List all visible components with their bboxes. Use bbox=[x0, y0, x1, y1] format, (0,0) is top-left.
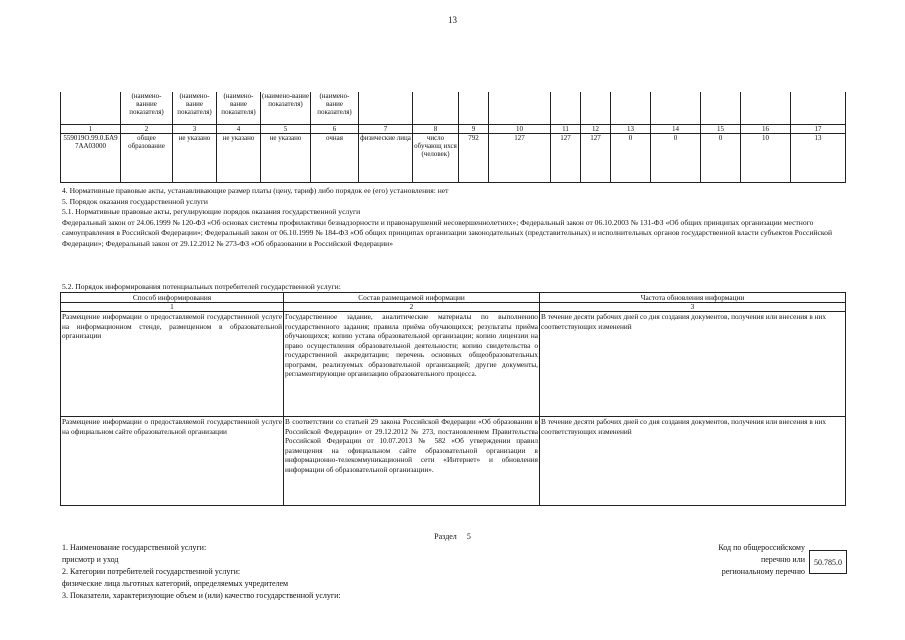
table-cell bbox=[413, 92, 459, 125]
column-number: 14 bbox=[651, 125, 701, 134]
column-number: 16 bbox=[741, 125, 791, 134]
paragraph-5: 5. Порядок оказания государственной услуги bbox=[62, 196, 208, 206]
column-header: Состав размещаемой информации bbox=[284, 293, 540, 303]
table-cell: общее образование bbox=[121, 134, 173, 183]
table-cell bbox=[611, 92, 651, 125]
column-number: 2 bbox=[121, 125, 173, 134]
table-cell: В течение десяти рабочих дней со дня создания документов, получения или внесения в них соответствующих изменений bbox=[540, 417, 846, 506]
column-number: 5 bbox=[261, 125, 311, 134]
table-header-row bbox=[61, 92, 846, 125]
service-name-label: 1. Наименование государственной услуги: bbox=[62, 543, 207, 552]
table-cell: 13 bbox=[791, 134, 846, 183]
table-cell: 127 bbox=[581, 134, 611, 183]
table-cell: не указано bbox=[173, 134, 217, 183]
table-cell: Государственное задание, аналитические материалы по выполнению государственного задания; правила приёма обучающихся; результаты приёма обучающихся; копию устава образовательной организации; копию лицензии на право осуществления образовательной деятельности; копию свидетельства о государственной аккредитации; перечень основных общеобразовательных программ, реализуемых образовательной организацией; другие документы, регламентирующие организацию образовательного процесса. bbox=[284, 312, 540, 417]
table-cell: 0 bbox=[611, 134, 651, 183]
table-cell: В течение десяти рабочих дней со дня создания документов, получения или внесения в них соответствующих изменений bbox=[540, 312, 846, 417]
column-number: 17 bbox=[791, 125, 846, 134]
column-number: 8 bbox=[413, 125, 459, 134]
table-cell: Размещение информации о предоставляемой государственной услуге на официальном сайте образовательной организации bbox=[61, 417, 284, 506]
registry-code-value: 50.785.0 bbox=[809, 550, 847, 574]
table-cell bbox=[359, 92, 413, 125]
service-description bbox=[62, 542, 622, 602]
column-number: 4 bbox=[217, 125, 261, 134]
consumer-category-value: физические лица льготных категорий, определяемых учредителем bbox=[62, 579, 289, 588]
column-number: 1 bbox=[61, 125, 121, 134]
table-cell: (наимено-вание показателя) bbox=[311, 92, 359, 125]
table-row bbox=[61, 312, 846, 417]
code-label-line-1: Код по общероссийскому bbox=[718, 543, 805, 552]
code-label-line-2: перечню или bbox=[760, 555, 805, 564]
table-cell bbox=[61, 92, 121, 125]
column-number: 15 bbox=[701, 125, 741, 134]
section-label: Раздел bbox=[434, 532, 457, 541]
column-numbers-row bbox=[61, 125, 846, 134]
table-cell: (наимено-вание показателя) bbox=[261, 92, 311, 125]
column-number: 2 bbox=[284, 303, 540, 312]
paragraphs-block bbox=[62, 186, 842, 250]
table-row bbox=[61, 134, 846, 183]
section-title bbox=[0, 532, 905, 541]
table-cell: (наимено-вание показателя) bbox=[173, 92, 217, 125]
table-cell: 0 bbox=[701, 134, 741, 183]
table-cell: не указано bbox=[217, 134, 261, 183]
volume-indicators-table bbox=[60, 92, 846, 183]
table-cell bbox=[581, 92, 611, 125]
table-cell: не указано bbox=[261, 134, 311, 183]
column-number: 3 bbox=[173, 125, 217, 134]
column-numbers-row bbox=[61, 303, 846, 312]
column-number: 9 bbox=[459, 125, 489, 134]
table-cell: 127 bbox=[489, 134, 551, 183]
column-number: 12 bbox=[581, 125, 611, 134]
indicators-label: 3. Показатели, характеризующие объем и (или) качество государственной услуги: bbox=[62, 591, 341, 600]
service-name-value: присмотр и уход bbox=[62, 555, 119, 564]
table-cell bbox=[551, 92, 581, 125]
section-number: 5 bbox=[466, 532, 471, 541]
paragraph-5-2: 5.2. Порядок информирования потенциальных потребителей государственной услуги: bbox=[62, 282, 341, 291]
table-cell bbox=[741, 92, 791, 125]
table-cell: 559019О.99.0.БА97АА03000 bbox=[61, 134, 121, 183]
column-number: 7 bbox=[359, 125, 413, 134]
paragraph-5-1: 5.1. Нормативные правовые акты, регулирующие порядок оказания государственной услуги bbox=[62, 207, 361, 217]
table-cell: 10 bbox=[741, 134, 791, 183]
table-cell bbox=[651, 92, 701, 125]
table-cell bbox=[489, 92, 551, 125]
laws-text: Федеральный закон от 24.06.1999 № 120-ФЗ «Об основах системы профилактики безнадзорности и правонарушений несовершеннолетних»; Федеральный закон от 06.10.2003 № 131-ФЗ «Об общих принципах организации местного самоуправления в Российской Федерации»; Федеральный закон от 06.10.1999 № 184-ФЗ «Об общих принципах организации законодательных (представительных) и исполнительных органов государственной власти субъектов Российской Федерации»; Федеральный закон от 29.12.2012 № 273-ФЗ «Об образовании в Российской Федерации» bbox=[62, 217, 833, 248]
table-cell: (наимено-вание показателя) bbox=[217, 92, 261, 125]
table-cell: (наимено-ванние показателя) bbox=[121, 92, 173, 125]
registry-code-label bbox=[605, 542, 805, 578]
table-cell: число обучающ ихся (человек) bbox=[413, 134, 459, 183]
column-header: Способ информирования bbox=[61, 293, 284, 303]
table-cell: В соответствии со статьей 29 закона Российской Федерации «Об образовании в Российской Федерации» от 29.12.2012 № 273, постановлением Правительства Российской Федерации от 10.07.2013 № 582 «Об утверждении правил размещения на официальном сайте образовательной организации в информационно-телекоммуникационной сети «Интернет» и обновления информации об образовательной организации». bbox=[284, 417, 540, 506]
paragraph-4: 4. Нормативные правовые акты, устанавливающие размер платы (цену, тариф) либо порядок ее (его) установления: нет bbox=[62, 186, 449, 195]
table-header-row bbox=[61, 293, 846, 303]
table-cell: очная bbox=[311, 134, 359, 183]
table-cell: 127 bbox=[551, 134, 581, 183]
informing-table bbox=[60, 292, 846, 506]
column-header: Частота обновления информации bbox=[540, 293, 846, 303]
code-label-line-3: региональному перечню bbox=[721, 567, 805, 576]
column-number: 10 bbox=[489, 125, 551, 134]
column-number: 6 bbox=[311, 125, 359, 134]
table-cell: Размещение информации о предоставляемой государственной услуге на информационном стенде, размещенном в образовательной организации bbox=[61, 312, 284, 417]
column-number: 11 bbox=[551, 125, 581, 134]
table-row bbox=[61, 417, 846, 506]
table-cell: 792 bbox=[459, 134, 489, 183]
page-number: 13 bbox=[448, 15, 457, 25]
table-cell: 0 bbox=[651, 134, 701, 183]
consumer-category-label: 2. Категории потребителей государственной услуги: bbox=[62, 567, 241, 576]
table-cell bbox=[459, 92, 489, 125]
table-cell: физические лица bbox=[359, 134, 413, 183]
table-cell bbox=[791, 92, 846, 125]
column-number: 13 bbox=[611, 125, 651, 134]
column-number: 3 bbox=[540, 303, 846, 312]
table-cell bbox=[701, 92, 741, 125]
column-number: 1 bbox=[61, 303, 284, 312]
